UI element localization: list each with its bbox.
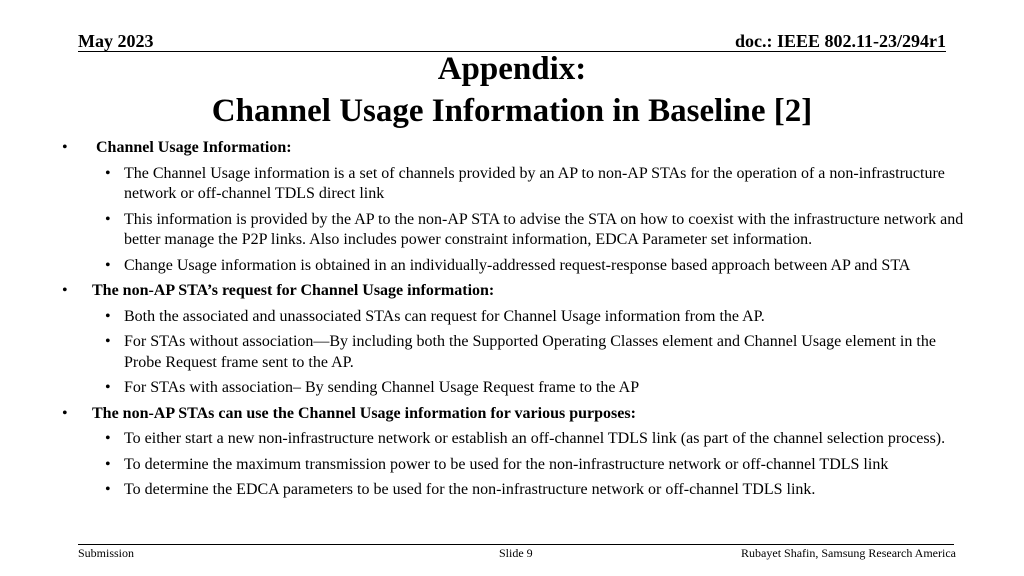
section-heading [62,404,974,425]
section-heading [62,281,974,302]
list-item [62,210,974,251]
bullet-glyph: • [105,210,111,228]
bullet-glyph: • [62,139,68,156]
footer-divider [78,544,954,545]
list-item-text: Change Usage information is obtained in an individually-addressed request-response based approach between AP and STA [124,256,911,274]
list-item-text: To either start a new non-infrastructure network or establish an off-channel TDLS link (as part of the channel selection process). [124,430,946,447]
title-line-1: Appendix: [437,51,587,87]
list-item [62,307,974,328]
bullet-glyph: • [105,256,111,274]
list-item-text: The Channel Usage information is a set of channels provided by an AP to non-AP STAs for the operation of a non-infrastructure network or off-channel TDLS direct link [124,164,945,202]
bullet-glyph: • [62,282,68,299]
list-item-text: Both the associated and unassociated STAs can request for Channel Usage information from the AP. [124,307,765,325]
list-item [62,429,974,450]
list-item [62,256,974,277]
list-item-text: For STAs with association– By sending Channel Usage Request frame to the AP [124,379,640,396]
slide-body [62,138,974,506]
list-item [62,480,974,501]
section-heading-text: The non-AP STAs can use the Channel Usage information for various purposes: [92,404,636,422]
section-heading [62,138,974,159]
bullet-glyph: • [105,379,111,396]
section-heading-text: Channel Usage Information: [96,139,292,156]
list-item [62,455,974,476]
footer-submission: Submission [78,546,135,560]
list-item [62,164,974,205]
list-item-text: For STAs without association—By including both the Supported Operating Classes element and Channel Usage element in the Probe Request frame sent to the AP. [124,333,936,371]
bullet-glyph: • [105,481,111,498]
title-line-2: Channel Usage Information in Baseline [2] [211,93,813,129]
list-item [62,378,974,399]
bullet-glyph: • [105,455,111,473]
bullet-glyph: • [105,307,111,325]
list-item [62,332,974,373]
header-date: May 2023 [78,31,154,51]
bullet-glyph: • [105,430,111,447]
bullet-glyph: • [62,404,68,422]
footer-slide-number: Slide 9 [499,546,533,560]
slide-title [0,48,1024,132]
list-item-text: To determine the maximum transmission power to be used for the non-infrastructure network or off-channel TDLS link [124,455,889,473]
header-doc-id: doc.: IEEE 802.11-23/294r1 [734,31,946,51]
list-item-text: This information is provided by the AP to the non-AP STA to advise the STA on how to coexist with the infrastructure network and better manage the P2P links. Also includes power constraint information, EDCA Parameter set information. [124,210,964,248]
footer-author: Rubayet Shafin, Samsung Research America [741,546,956,560]
bullet-glyph: • [105,164,111,182]
list-item-text: To determine the EDCA parameters to be used for the non-infrastructure network or off-channel TDLS link. [124,481,816,498]
bullet-glyph: • [105,333,111,350]
section-heading-text: The non-AP STA’s request for Channel Usage information: [92,282,495,299]
